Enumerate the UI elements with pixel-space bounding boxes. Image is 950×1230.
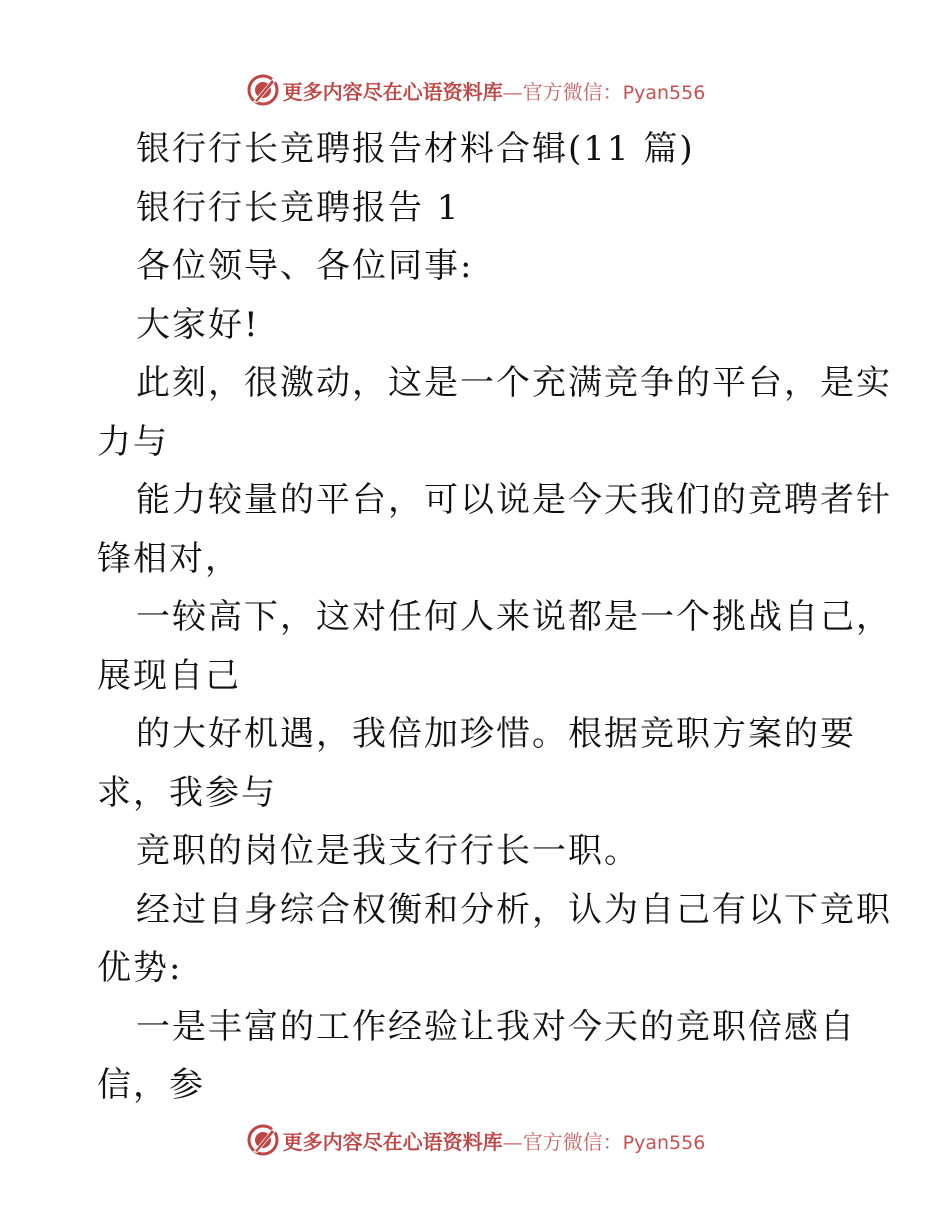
text-line: 银行行长竞聘报告材料合辑(11 篇): [136, 129, 695, 169]
banner-wechat-label: 官方微信：: [522, 1129, 623, 1154]
text-line: 锋相对，: [97, 538, 241, 579]
text-line: 的大好机遇，我倍加珍惜。根据竞职方案的要: [136, 714, 856, 754]
text-line: 经过自身综合权衡和分析，认为自己有以下竞职: [136, 889, 892, 930]
quill-logo-icon: [245, 72, 281, 108]
text-line: 大家好!: [136, 304, 260, 345]
document-body: [97, 120, 892, 1115]
banner-wechat-id: Pyan556: [622, 1131, 706, 1154]
text-line: 各位领导、各位同事:: [136, 246, 474, 286]
text-line: 力与: [97, 421, 169, 462]
text-line: 求，我参与: [97, 772, 277, 813]
text-line: 银行行长竞聘报告 1: [136, 187, 461, 228]
text-line: 展现自己: [97, 655, 241, 696]
banner-dash: —: [502, 1129, 523, 1154]
banner-wechat-label: 官方微信：: [522, 79, 623, 104]
text-line: 优势:: [97, 948, 183, 988]
banner-text: [283, 76, 706, 105]
footer-banner: [0, 1120, 950, 1160]
text-line: 信，参: [97, 1065, 205, 1105]
text-line: 一较高下，这对任何人来说都是一个挑战自己，: [136, 597, 892, 637]
quill-logo-icon: [245, 1122, 281, 1158]
text-line: 一是丰富的工作经验让我对今天的竞职倍感自: [136, 1006, 856, 1047]
text-line: 竞职的岗位是我支行行长一职。: [136, 831, 640, 871]
banner-brand: 更多内容尽在心语资料库: [282, 1129, 503, 1154]
text-line: 能力较量的平台，可以说是今天我们的竞聘者针: [136, 480, 892, 520]
header-banner: [0, 70, 950, 110]
banner-brand: 更多内容尽在心语资料库: [282, 79, 503, 104]
banner-dash: —: [502, 79, 523, 104]
banner-text: [283, 1126, 706, 1155]
text-line: 此刻，很激动，这是一个充满竞争的平台，是实: [136, 363, 892, 403]
banner-wechat-id: Pyan556: [622, 81, 706, 104]
